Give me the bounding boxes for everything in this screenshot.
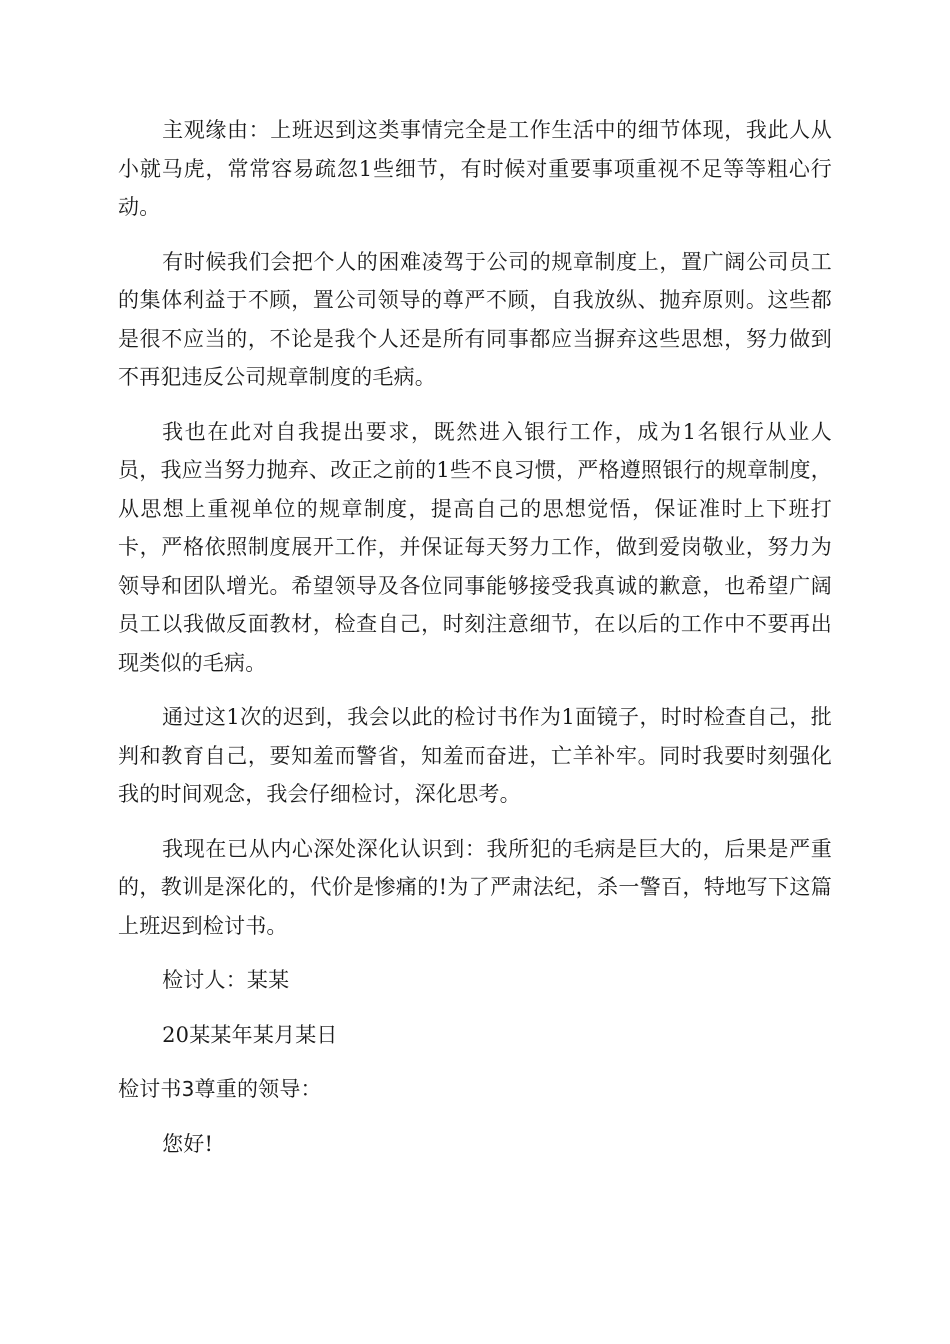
paragraph-company-rules: 有时候我们会把个人的困难凌驾于公司的规章制度上，置广阔公司员工的集体利益于不顾，置公司领导的尊严不顾，自我放纵、抛弃原则。这些都是很不应当的，不论是我个人还是所有同事都应当摒弃这些思想，努力做到不再犯违反公司规章制度的毛病。 — [118, 249, 832, 389]
paragraph-conclusion: 我现在已从内心深处深化认识到：我所犯的毛病是巨大的，后果是严重的，教训是深化的，代价是惨痛的!为了严肃法纪，杀一警百，特地写下这篇上班迟到检讨书。 — [118, 836, 832, 938]
paragraph-mirror-reflection: 通过这1次的迟到，我会以此的检讨书作为1面镜子，时时检查自己，批判和教育自己，要知羞而警省，知羞而奋进，亡羊补牢。同时我要时刻强化我的时间观念，我会仔细检讨，深化思考。 — [118, 705, 832, 806]
greeting-line: 您好! — [162, 1131, 214, 1156]
document-body — [118, 111, 832, 1163]
paragraph-self-requirements: 我也在此对自我提出要求，既然进入银行工作，成为1名银行从业人员，我应当努力抛弃、改正之前的1些不良习惯，严格遵照银行的规章制度，从思想上重视单位的规章制度，提高自己的思想觉悟，保证准时上下班打卡，严格依照制度展开工作，并保证每天努力工作，做到爱岗敬业，努力为领导和团队增光。希望领导及各位同事能够接受我真诚的歉意，也希望广阔员工以我做反面教材，检查自己，时刻注意细节，在以后的工作中不要再出现类似的毛病。 — [118, 419, 832, 675]
paragraph-subjective-reason: 主观缘由：上班迟到这类事情完全是工作生活中的细节体现，我此人从小就马虎，常常容易疏忽1些细节，有时候对重要事项重视不足等等粗心行动。 — [118, 118, 832, 219]
next-letter-salutation: 尊重的领导： — [194, 1077, 322, 1101]
date-line: 20某某年某月某日 — [162, 1022, 338, 1047]
next-letter-title — [118, 1070, 832, 1109]
next-letter-title-number: 3 — [181, 1077, 195, 1101]
next-letter-title-prefix: 检讨书 — [118, 1077, 182, 1101]
signature-line: 检讨人：某某 — [162, 968, 290, 992]
